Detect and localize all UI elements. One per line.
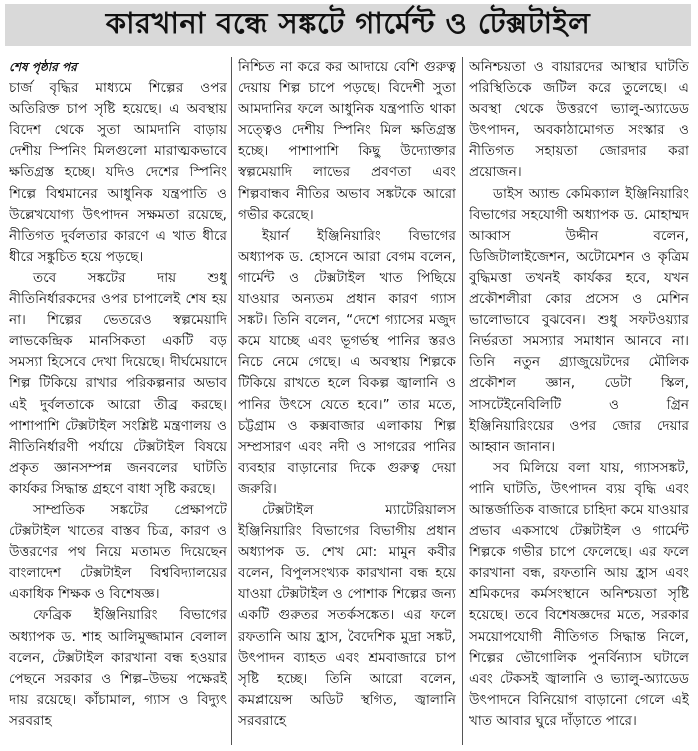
paragraph: ফেব্রিক ইঞ্জিনিয়ারিং বিভাগের অধ্যাপক ড. শাহ আলিমুজ্জামান বেলাল বলেন, টেক্সটাইল কারখানা বন্ধ হওয়ার পেছনে সরকার ও শিল্প–উভয় পক্ষেরই দায় রয়েছে। কাঁচামাল, গ্যাস ও বিদ্যুৎ সরবরাহ — [9, 607, 227, 729]
article-column-2 — [238, 57, 456, 747]
paragraph: ডাইস অ্যান্ড কেমিক্যাল ইঞ্জিনিয়ারিং বিভাগের সহযোগী অধ্যাপক ড. মোহাম্মদ আব্বাস উদ্দীন বলেন, ডিজিটালাইজেশন, অটোমেশন ও কৃত্রিম বুদ্ধিমত্তা তখনই কার্যকর হবে, যখন প্রকৌশলীরা কোর প্রসেস ও মেশিন ভালোভাবে বুঝবেন। শুধু সফটওয়্যার নির্ভরতা সমস্যার সমাধান আনবে না। তিনি নতুন গ্র্যাজুয়েটদের মৌলিক প্রকৌশল জ্ঞান, ডেটা স্কিল, সাসটেইনেবিলিটি ও গ্রিন ইঞ্জিনিয়ারিংয়ের ওপর জোর দেয়ার আহ্বান জানান। — [469, 185, 689, 455]
article-column-1 — [9, 57, 227, 747]
column-divider — [231, 57, 232, 745]
paragraph: অনিশ্চয়তা ও বায়ারদের আস্থার ঘাটতি পরিস্থিতিকে জটিল করে তুলেছে। এ অবস্থা থেকে উত্তরণে ভ্যালু-অ্যাডেড উৎপাদন, অবকাঠামোগত সংস্কার ও নীতিগত সহায়তা জোরদার করা প্রয়োজন। — [469, 59, 689, 181]
paragraph: সাম্প্রতিক সঙ্কটের প্রেক্ষাপটে টেক্সটাইল খাতের বাস্তব চিত্র, কারণ ও উত্তরণের পথ নিয়ে মতামত দিয়েছেন বাংলাদেশ টেক্সটাইল বিশ্ববিদ্যালয়ের একাধিক শিক্ষক ও বিশেষজ্ঞ। — [9, 501, 227, 603]
paragraph: নিশ্চিত না করে কর আদায়ে বেশি গুরুত্ব দেয়ায় শিল্প চাপে পড়ছে। বিদেশী সুতা আমদানির ফলে আধুনিক যন্ত্রপাতি থাকা সত্ত্বেও দেশীয় স্পিনিং মিল ক্ষতিগ্রস্ত হচ্ছে। পাশাপাশি কিছু উদ্যোক্তার স্বল্পমেয়াদি লাভের প্রবণতা এবং শিল্পবান্ধব নীতির অভাব সঙ্কটকে আরো গভীর করেছে। — [238, 59, 456, 223]
headline: কারখানা বন্ধে সঙ্কটে গার্মেন্ট ও টেক্সটাইল — [5, 4, 691, 46]
paragraph: টেক্সটাইল ম্যাটেরিয়ালস ইঞ্জিনিয়ারিং বিভাগের বিভাগীয় প্রধান অধ্যাপক ড. শেখ মো: মামুন কবীর বলেন, বিপুলসংখ্যক কারখানা বন্ধ হয়ে যাওয়া টেক্সটাইল ও পোশাক শিল্পের জন্য একটি গুরুতর সতর্কসঙ্কেত। এর ফলে রফতানি আয় হ্রাস, বৈদেশিক মুদ্রা সঙ্কট, উৎপাদন ব্যাহত এবং শ্রমবাজারে চাপ সৃষ্টি হচ্ছে। তিনি আরো বলেন, কমপ্লায়েন্স অডিট স্থগিত, জ্বালানি সরবরাহে — [238, 501, 456, 729]
column-divider — [462, 57, 463, 745]
article-column-3 — [469, 57, 689, 747]
paragraph: ইয়ার্ন ইঞ্জিনিয়ারিং বিভাগের অধ্যাপক ড. হোসনে আরা বেগম বলেন, গার্মেন্ট ও টেক্সটাইল খাত পিছিয়ে যাওয়ার অন্যতম প্রধান কারণ গ্যাস সঙ্কট। তিনি বলেন, “দেশে গ্যাসের মজুদ কমে যাচ্ছে এবং ভূগর্ভস্থ পানির স্তরও নিচে নেমে গেছে। এ অবস্থায় শিল্পকে টিকিয়ে রাখতে হলে বিকল্প জ্বালানি ও পানির উৎসে যেতে হবে।” তার মতে, চট্টগ্রাম ও কক্সবাজার এলাকায় শিল্প সম্প্রসারণ এবং নদী ও সাগরের পানির ব্যবহার বাড়ানোর দিকে গুরুত্ব দেয়া জরুরি। — [238, 227, 456, 497]
continued-from-label: শেষ পৃষ্ঠার পর — [9, 60, 77, 74]
paragraph: চার্জ বৃদ্ধির মাধ্যমে শিল্পের ওপর অতিরিক্ত চাপ সৃষ্টি হয়েছে। এ অবস্থায় বিদেশ থেকে সুতা আমদানি বাড়ায় দেশীয় স্পিনিং মিলগুলো মারাত্মকভাবে ক্ষতিগ্রস্ত হচ্ছে। যদিও দেশের স্পিনিং শিল্পে বিশ্বমানের আধুনিক যন্ত্রপাতি ও উল্লেখযোগ্য উৎপাদন সক্ষমতা রয়েছে, নীতিগত দুর্বলতার কারণে এ খাত ধীরে ধীরে সঙ্কুচিত হয়ে পড়ছে। — [9, 80, 227, 265]
paragraph: সব মিলিয়ে বলা যায়, গ্যাসসঙ্কট, পানি ঘাটতি, উৎপাদন ব্যয় বৃদ্ধি এবং আন্তর্জাতিক বাজারে চাহিদা কমে যাওয়ার প্রভাব একসাথে টেক্সটাইল ও গার্মেন্ট শিল্পকে গভীর চাপে ফেলেছে। এর ফলে কারখানা বন্ধ, রফতানি আয় হ্রাস এবং শ্রমিকদের কর্মসংস্থানে অনিশ্চয়তা সৃষ্টি হয়েছে। তবে বিশেষজ্ঞদের মতে, সরকার সময়োপযোগী নীতিগত সিদ্ধান্ত নিলে, শিল্পের ভৌগোলিক পুনর্বিন্যাস ঘটালে এবং টেকসই জ্বালানি ও ভ্যালু-অ্যাডেড উৎপাদনে বিনিয়োগ বাড়ানো গেলে এই খাত আবার ঘুরে দাঁড়াতে পারে। — [469, 459, 689, 729]
paragraph: তবে সঙ্কটের দায় শুধু নীতিনির্ধারকদের ওপর চাপালেই শেষ হয় না। শিল্পের ভেতরেও স্বল্পমেয়াদি লাভকেন্দ্রিক মানসিকতা একটি বড় সমস্যা হিসেবে দেখা দিয়েছে। দীর্ঘমেয়াদে শিল্প টিকিয়ে রাখার পরিকল্পনার অভাব এই দুর্বলতাকে আরো তীব্র করছে। পাশাপাশি টেক্সটাইল সংশ্লিষ্ট মন্ত্রণালয় ও নীতিনির্ধারণী পর্যায়ে টেক্সটাইল বিষয়ে প্রকৃত জ্ঞানসম্পন্ন জনবলের ঘাটতি কার্যকর সিদ্ধান্ত গ্রহণে বাধা সৃষ্টি করছে। — [9, 269, 227, 497]
